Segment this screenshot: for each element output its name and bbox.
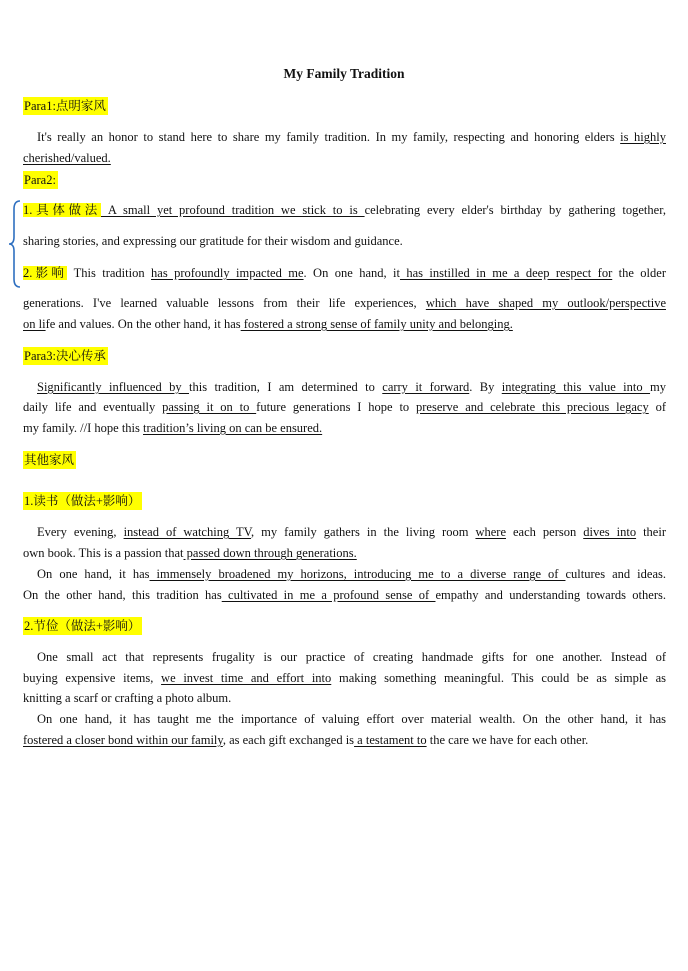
reading-text8: On the other hand, this tradition has (23, 588, 222, 602)
frugality-line4: On one hand, it has taught me the importance of valuing effort over material wealth. On the other hand, it has (37, 712, 666, 726)
reading-text2: , my family gathers in the living room (251, 525, 476, 539)
para2-item1-text: celebrating every elder's birthday by gathering together, (364, 203, 666, 217)
para3-text7: my family. //I hope this (23, 421, 144, 435)
frugality-line3: knitting a scarf or crafting a photo album. (23, 691, 232, 705)
para2-item2-underline5: fostered a strong sense of family unity and belonging. (240, 317, 513, 331)
reading-text5: own book. This is a passion that (23, 546, 184, 560)
reading-line4 (23, 585, 666, 605)
reading-line1 (23, 522, 666, 542)
para3-text6: of (648, 400, 666, 414)
reading-line2 (23, 543, 666, 563)
para3-line3 (23, 418, 666, 438)
frugality-text7: the care we have for each other. (426, 733, 589, 747)
reading-text7: cultures and ideas. (565, 567, 666, 581)
para1-text: It's really an honor to stand here to share my family tradition. In my family, respecting and honoring elders (37, 130, 621, 144)
para3-underline4: passing it on to (162, 400, 257, 414)
other-heading: 其他家风 (24, 453, 75, 467)
para2-item2-underline1: has profoundly impacted me (151, 266, 304, 280)
reading-underline1: instead of watching TV (123, 525, 252, 539)
frugality-underline3: a testament to (354, 733, 427, 747)
para3-heading: Para3:决心传承 (24, 349, 106, 363)
para3-underline5: preserve and celebrate this precious legacy (416, 400, 649, 414)
para2-item1-label: 1.具体做法 (23, 203, 101, 217)
para3-line2 (23, 397, 666, 417)
para2-heading: Para2: (24, 173, 56, 187)
para2-item2-underline3: which have shaped my outlook/perspective (425, 296, 666, 310)
para3-underline1: Significantly influenced by (37, 380, 189, 394)
reading-underline4: passed down through generations. (183, 546, 357, 560)
reading-underline6: cultivated in me a profound sense of (221, 588, 436, 602)
para2-item2-text3: the older (612, 266, 666, 280)
para2-item1-line2: sharing stories, and expressing our gratitude for their wisdom and guidance. (23, 234, 403, 248)
frugality-text2: buying expensive items, (23, 671, 162, 685)
reading-text1: Every evening, (37, 525, 124, 539)
para3-underline2: carry it forward (382, 380, 470, 394)
para3-underline3: integrating this value into (501, 380, 651, 394)
para2-item2-text1: This tradition (67, 266, 152, 280)
para3-text1: this tradition, I am determined to (189, 380, 383, 394)
para2-item2-underline2: has instilled in me a deep respect for (399, 266, 613, 280)
curly-brace-icon (8, 199, 22, 289)
frugality-text6: , as each gift exchanged is (222, 733, 355, 747)
frugality-line5 (23, 730, 666, 750)
para3-text2: . By (469, 380, 502, 394)
para2-item2-label: 2.影响 (23, 266, 68, 280)
para2-item2-text2: . On one hand, it (303, 266, 400, 280)
para2-item2-text4: generations. I've learned valuable lessons from their life experiences, (23, 296, 426, 310)
para1-underline: is highly cherished/valued. (23, 130, 666, 165)
frugality-line2 (23, 668, 666, 688)
frugality-underline1: we invest time and effort into (161, 671, 332, 685)
para2-item1-underline: A small yet profound tradition we stick to is (100, 203, 365, 217)
para1-heading: Para1:点明家风 (24, 99, 106, 113)
document-title: My Family Tradition (283, 66, 405, 81)
reading-text4: their (636, 525, 666, 539)
para3-underline6: tradition’s living on can be ensured. (143, 421, 323, 435)
reading-underline3: dives into (583, 525, 637, 539)
frugality-heading: 2.节俭（做法+影响） (24, 619, 141, 633)
reading-underline2: where (475, 525, 506, 539)
reading-text3: each person (506, 525, 584, 539)
frugality-underline2: fostered a closer bond within our family (23, 733, 223, 747)
para2-item2-text5: fe and values. On the other hand, it has (45, 317, 241, 331)
para1-body (23, 127, 666, 168)
reading-text6: On one hand, it has (37, 567, 150, 581)
para2-item1-line1 (23, 200, 666, 220)
para3-text4: daily life and eventually (23, 400, 163, 414)
para3-text3: my (650, 380, 666, 394)
reading-text9: empathy and understanding towards others. (435, 588, 666, 602)
para2-item2-line1 (23, 263, 666, 283)
para3-text5: future generations I hope to (256, 400, 417, 414)
reading-line3 (23, 564, 666, 584)
frugality-text3: making something meaningful. This could be as simple as (331, 671, 666, 685)
reading-heading: 1.读书（做法+影响） (24, 494, 141, 508)
para2-item2-line2 (23, 293, 666, 313)
para2-item2-line3 (23, 314, 666, 334)
reading-underline5: immensely broadened my horizons, introducing me to a diverse range of (149, 567, 566, 581)
para3-line1 (23, 377, 666, 397)
frugality-line1: One small act that represents frugality is our practice of creating handmade gifts for one another. Instead of (37, 650, 666, 664)
para2-item2-underline4: on li (23, 317, 46, 331)
